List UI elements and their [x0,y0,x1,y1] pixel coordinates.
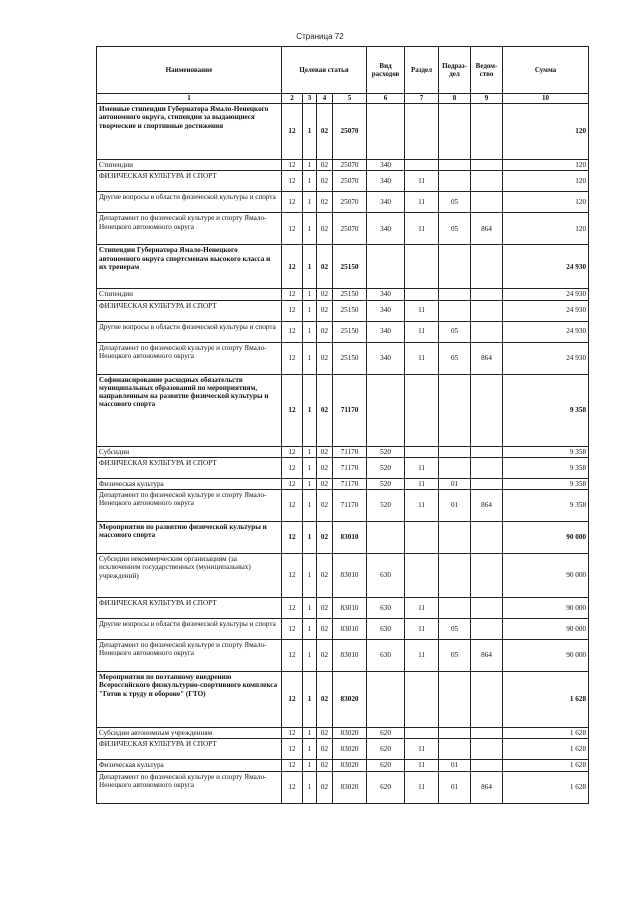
cell-code-program: 12 [282,289,303,300]
cell-amount: 24 930 [503,300,589,321]
cell-code-program: 12 [282,760,303,771]
cell-amount: 1 628 [503,739,589,760]
cell-section [405,160,439,171]
cell-subsection [439,160,471,171]
cell-amount: 1 628 [503,728,589,739]
column-number: 3 [303,94,317,104]
table-row [97,739,589,760]
cell-department [471,374,503,446]
cell-expense-type: 620 [367,771,405,803]
cell-expense-type: 340 [367,300,405,321]
cell-code-direction: 83010 [333,522,367,554]
cell-department [471,289,503,300]
cell-code-program: 12 [282,321,303,342]
cell-subsection: 05 [439,213,471,245]
cell-code-subprogram: 1 [303,739,317,760]
cell-code-direction: 25070 [333,171,367,192]
cell-section: 11 [405,321,439,342]
cell-amount: 120 [503,160,589,171]
cell-code-activity: 02 [317,289,333,300]
cell-code-activity: 02 [317,522,333,554]
cell-code-program: 12 [282,104,303,160]
cell-code-subprogram: 1 [303,104,317,160]
cell-section: 11 [405,640,439,672]
cell-code-direction: 83010 [333,619,367,640]
table-row [97,457,589,478]
cell-amount: 120 [503,104,589,160]
table-row [97,192,589,213]
cell-expense-type: 340 [367,321,405,342]
cell-department [471,598,503,619]
cell-code-program: 12 [282,478,303,489]
cell-code-activity: 02 [317,672,333,728]
cell-amount: 90 000 [503,619,589,640]
cell-expense-type: 520 [367,490,405,522]
column-number: 4 [317,94,333,104]
table-row [97,104,589,160]
cell-code-direction: 83010 [333,640,367,672]
cell-name: Департамент по физической культуре и спорту Ямало-Ненецкого автономного округа [97,640,282,672]
cell-section [405,289,439,300]
cell-code-subprogram: 1 [303,342,317,374]
cell-name: Физическая культура [97,478,282,489]
table-row [97,478,589,489]
cell-amount: 9 358 [503,446,589,457]
table-row [97,619,589,640]
cell-subsection: 05 [439,342,471,374]
cell-name: ФИЗИЧЕСКАЯ КУЛЬТУРА И СПОРТ [97,171,282,192]
cell-code-subprogram: 1 [303,728,317,739]
cell-code-activity: 02 [317,192,333,213]
cell-code-subprogram: 1 [303,446,317,457]
cell-subsection [439,300,471,321]
cell-code-subprogram: 1 [303,160,317,171]
cell-code-activity: 02 [317,739,333,760]
cell-code-subprogram: 1 [303,478,317,489]
cell-code-program: 12 [282,728,303,739]
cell-code-program: 12 [282,213,303,245]
cell-subsection [439,245,471,289]
cell-section [405,104,439,160]
cell-expense-type: 630 [367,554,405,598]
cell-expense-type: 520 [367,457,405,478]
cell-code-program: 12 [282,245,303,289]
cell-code-activity: 02 [317,490,333,522]
cell-department [471,446,503,457]
cell-subsection [439,522,471,554]
cell-code-direction: 25070 [333,104,367,160]
cell-name: Мероприятия по развитию физической культуры и массового спорта [97,522,282,554]
cell-expense-type: 630 [367,598,405,619]
cell-amount: 90 000 [503,522,589,554]
cell-expense-type: 520 [367,446,405,457]
cell-amount: 120 [503,213,589,245]
cell-code-program: 12 [282,160,303,171]
cell-expense-type [367,245,405,289]
cell-name: Другие вопросы в области физической культуры и спорта [97,192,282,213]
cell-section: 11 [405,490,439,522]
cell-code-subprogram: 1 [303,457,317,478]
column-number: 10 [503,94,589,104]
cell-subsection: 01 [439,771,471,803]
table-row [97,321,589,342]
cell-department [471,171,503,192]
cell-expense-type: 620 [367,760,405,771]
cell-section: 11 [405,457,439,478]
table-body [97,104,589,804]
cell-code-subprogram: 1 [303,619,317,640]
table-row [97,522,589,554]
cell-subsection [439,446,471,457]
cell-code-activity: 02 [317,245,333,289]
cell-code-subprogram: 1 [303,192,317,213]
cell-department [471,739,503,760]
cell-name: Именные стипендии Губернатора Ямало-Ненецкого автономного округа, стипендии за выдающиеся творческие и спортивные достижения [97,104,282,160]
cell-code-activity: 02 [317,213,333,245]
cell-department [471,760,503,771]
cell-name: Субсидии некоммерческим организациям (за исключением государственных (муниципальных) учреждений) [97,554,282,598]
cell-department [471,728,503,739]
cell-section [405,446,439,457]
cell-expense-type: 630 [367,640,405,672]
cell-section [405,728,439,739]
cell-expense-type: 340 [367,160,405,171]
cell-expense-type [367,374,405,446]
cell-department: 864 [471,342,503,374]
cell-code-activity: 02 [317,374,333,446]
cell-subsection: 05 [439,640,471,672]
cell-code-activity: 02 [317,760,333,771]
table-row [97,554,589,598]
cell-subsection [439,457,471,478]
cell-department [471,478,503,489]
cell-code-program: 12 [282,374,303,446]
col-header-amount: Сумма [503,47,589,94]
cell-code-activity: 02 [317,457,333,478]
cell-expense-type: 520 [367,478,405,489]
cell-subsection: 01 [439,760,471,771]
cell-expense-type: 340 [367,192,405,213]
cell-amount: 9 358 [503,478,589,489]
col-header-section: Раздел [405,47,439,94]
cell-subsection: 01 [439,490,471,522]
cell-code-subprogram: 1 [303,321,317,342]
col-header-department: Ведом-ство [471,47,503,94]
cell-section [405,522,439,554]
cell-department [471,554,503,598]
cell-code-direction: 71170 [333,446,367,457]
table-row [97,289,589,300]
cell-expense-type: 620 [367,728,405,739]
column-number: 7 [405,94,439,104]
cell-code-direction: 25150 [333,289,367,300]
cell-section [405,374,439,446]
cell-code-direction: 25150 [333,300,367,321]
cell-code-direction: 25070 [333,192,367,213]
cell-department [471,104,503,160]
cell-subsection: 01 [439,478,471,489]
cell-code-subprogram: 1 [303,554,317,598]
table-row [97,245,589,289]
cell-code-activity: 02 [317,446,333,457]
cell-department [471,619,503,640]
cell-code-direction: 25150 [333,321,367,342]
cell-subsection: 05 [439,192,471,213]
table-row [97,490,589,522]
cell-code-activity: 02 [317,640,333,672]
cell-subsection [439,728,471,739]
cell-expense-type: 340 [367,171,405,192]
cell-code-direction: 25070 [333,213,367,245]
cell-subsection [439,739,471,760]
col-header-expense-type: Вид расходов [367,47,405,94]
cell-amount: 90 000 [503,598,589,619]
column-number: 9 [471,94,503,104]
cell-department: 864 [471,213,503,245]
cell-amount: 9 358 [503,374,589,446]
table-header-row [97,47,589,94]
table-row [97,760,589,771]
cell-department: 864 [471,640,503,672]
cell-section: 11 [405,478,439,489]
cell-department [471,245,503,289]
cell-name: ФИЗИЧЕСКАЯ КУЛЬТУРА И СПОРТ [97,300,282,321]
cell-code-activity: 02 [317,104,333,160]
cell-department [471,192,503,213]
cell-code-subprogram: 1 [303,760,317,771]
cell-name: Другие вопросы в области физической культуры и спорта [97,619,282,640]
cell-code-subprogram: 1 [303,289,317,300]
cell-amount: 1 628 [503,760,589,771]
cell-code-activity: 02 [317,554,333,598]
cell-code-activity: 02 [317,171,333,192]
table-row [97,171,589,192]
cell-code-direction: 83020 [333,672,367,728]
table-row [97,446,589,457]
col-header-name: Наименование [97,47,282,94]
cell-code-activity: 02 [317,728,333,739]
column-number: 2 [282,94,303,104]
cell-code-subprogram: 1 [303,771,317,803]
cell-name: Департамент по физической культуре и спорту Ямало-Ненецкого автономного округа [97,490,282,522]
cell-name: Другие вопросы в области физической культуры и спорта [97,321,282,342]
cell-code-direction: 71170 [333,490,367,522]
cell-expense-type: 630 [367,619,405,640]
col-header-subsection: Подраз-дел [439,47,471,94]
cell-name: Стипендии Губернатора Ямало-Ненецкого автономного округа спортсменам высокого класса и их тренерам [97,245,282,289]
cell-code-subprogram: 1 [303,171,317,192]
cell-code-program: 12 [282,619,303,640]
cell-code-subprogram: 1 [303,522,317,554]
cell-subsection: 05 [439,619,471,640]
cell-code-direction: 83020 [333,728,367,739]
cell-code-activity: 02 [317,321,333,342]
cell-code-program: 12 [282,672,303,728]
cell-code-direction: 83020 [333,739,367,760]
cell-name: Департамент по физической культуре и спорту Ямало-Ненецкого автономного округа [97,213,282,245]
cell-amount: 90 000 [503,640,589,672]
cell-code-activity: 02 [317,598,333,619]
cell-amount: 24 930 [503,245,589,289]
column-number-row [97,94,589,104]
cell-expense-type [367,104,405,160]
cell-code-subprogram: 1 [303,300,317,321]
cell-section [405,245,439,289]
cell-code-subprogram: 1 [303,598,317,619]
cell-subsection [439,171,471,192]
table-row [97,213,589,245]
cell-code-program: 12 [282,342,303,374]
cell-expense-type: 340 [367,213,405,245]
cell-code-direction: 71170 [333,478,367,489]
cell-department [471,160,503,171]
cell-code-program: 12 [282,739,303,760]
cell-code-program: 12 [282,192,303,213]
cell-amount: 1 628 [503,672,589,728]
cell-section: 11 [405,171,439,192]
cell-code-subprogram: 1 [303,213,317,245]
cell-amount: 120 [503,192,589,213]
cell-code-direction: 25150 [333,342,367,374]
cell-code-program: 12 [282,171,303,192]
cell-name: ФИЗИЧЕСКАЯ КУЛЬТУРА И СПОРТ [97,457,282,478]
cell-code-direction: 83020 [333,760,367,771]
cell-code-direction: 83010 [333,598,367,619]
cell-section: 11 [405,342,439,374]
cell-department [471,321,503,342]
cell-subsection: 05 [439,321,471,342]
cell-amount: 120 [503,171,589,192]
cell-code-subprogram: 1 [303,490,317,522]
cell-section [405,672,439,728]
table-row [97,728,589,739]
column-number: 8 [439,94,471,104]
cell-code-activity: 02 [317,478,333,489]
cell-name: ФИЗИЧЕСКАЯ КУЛЬТУРА И СПОРТ [97,598,282,619]
cell-code-activity: 02 [317,300,333,321]
cell-department [471,522,503,554]
cell-amount: 24 930 [503,342,589,374]
cell-section: 11 [405,619,439,640]
cell-expense-type: 340 [367,289,405,300]
cell-section: 11 [405,300,439,321]
cell-code-subprogram: 1 [303,672,317,728]
cell-section [405,554,439,598]
cell-code-program: 12 [282,640,303,672]
cell-code-direction: 83010 [333,554,367,598]
column-number: 5 [333,94,367,104]
cell-expense-type: 340 [367,342,405,374]
cell-subsection [439,374,471,446]
column-number: 6 [367,94,405,104]
cell-section: 11 [405,760,439,771]
table-row [97,598,589,619]
cell-section: 11 [405,739,439,760]
table-row [97,300,589,321]
cell-expense-type [367,672,405,728]
table-row [97,160,589,171]
cell-name: Стипендии [97,289,282,300]
cell-name: Субсидии [97,446,282,457]
cell-code-direction: 83020 [333,771,367,803]
cell-name: Физическая культура [97,760,282,771]
cell-code-program: 12 [282,554,303,598]
cell-department: 864 [471,771,503,803]
cell-section: 11 [405,192,439,213]
cell-section: 11 [405,771,439,803]
cell-subsection [439,289,471,300]
budget-table [96,46,589,804]
table-row [97,374,589,446]
cell-code-program: 12 [282,771,303,803]
cell-code-direction: 71170 [333,457,367,478]
table-row [97,640,589,672]
column-number: 1 [97,94,282,104]
table-row [97,672,589,728]
cell-code-program: 12 [282,522,303,554]
cell-code-activity: 02 [317,619,333,640]
cell-name: Стипендии [97,160,282,171]
cell-code-direction: 25070 [333,160,367,171]
cell-code-activity: 02 [317,771,333,803]
cell-name: Мероприятия по поэтапному внедрению Всероссийского физкультурно-спортивного комплекса "Готов к труду и обороне" (ГТО) [97,672,282,728]
cell-department: 864 [471,490,503,522]
cell-subsection [439,104,471,160]
cell-name: ФИЗИЧЕСКАЯ КУЛЬТУРА И СПОРТ [97,739,282,760]
cell-expense-type: 620 [367,739,405,760]
cell-code-activity: 02 [317,160,333,171]
cell-subsection [439,554,471,598]
cell-code-subprogram: 1 [303,245,317,289]
cell-code-program: 12 [282,446,303,457]
cell-subsection [439,598,471,619]
cell-amount: 9 358 [503,457,589,478]
cell-amount: 90 000 [503,554,589,598]
cell-expense-type [367,522,405,554]
cell-code-program: 12 [282,300,303,321]
cell-code-direction: 25150 [333,245,367,289]
cell-code-program: 12 [282,598,303,619]
cell-subsection [439,672,471,728]
cell-department [471,457,503,478]
cell-amount: 9 358 [503,490,589,522]
cell-department [471,300,503,321]
cell-name: Софинансирование расходных обязательств муниципальных образований по мероприятиям, направленным на развитие физической культуры и массового спорта [97,374,282,446]
cell-code-subprogram: 1 [303,374,317,446]
col-header-target-article: Целевая статья [282,47,367,94]
cell-section: 11 [405,598,439,619]
cell-name: Департамент по физической культуре и спорту Ямало-Ненецкого автономного округа [97,771,282,803]
cell-name: Департамент по физической культуре и спорту Ямало-Ненецкого автономного округа [97,342,282,374]
cell-code-program: 12 [282,457,303,478]
cell-code-program: 12 [282,490,303,522]
cell-code-direction: 71170 [333,374,367,446]
table-row [97,771,589,803]
cell-section: 11 [405,213,439,245]
cell-code-subprogram: 1 [303,640,317,672]
page-number-label: Страница 72 [296,32,344,41]
cell-name: Субсидии автономным учреждениям [97,728,282,739]
cell-code-activity: 02 [317,342,333,374]
table-row [97,342,589,374]
cell-amount: 24 930 [503,289,589,300]
cell-amount: 1 628 [503,771,589,803]
cell-amount: 24 930 [503,321,589,342]
cell-department [471,672,503,728]
